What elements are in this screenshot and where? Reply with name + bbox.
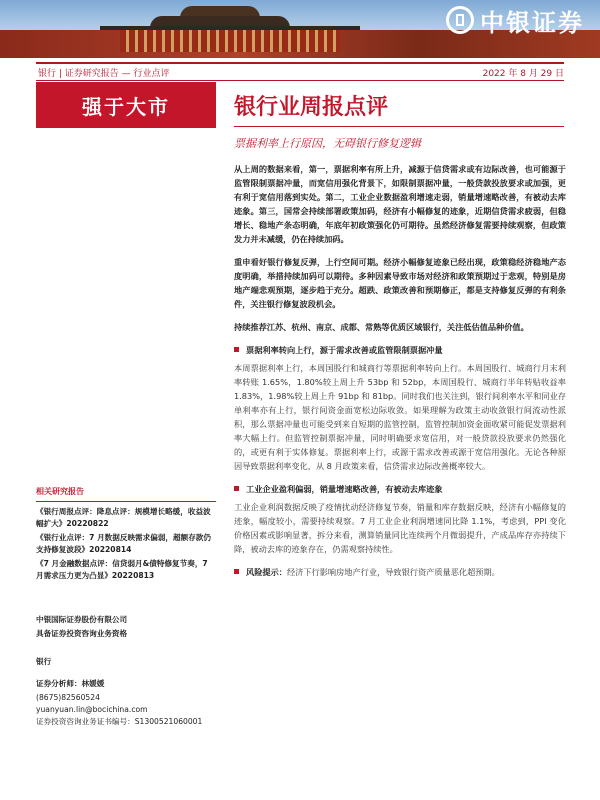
related-reports: [36, 486, 216, 584]
risk-text: 经济下行影响房地产行业，导致银行资产质量恶化超预期。: [286, 567, 500, 577]
company-logo: [446, 2, 584, 38]
report-title: 银行业周报点评: [234, 94, 389, 120]
analyst-email[interactable]: yuanyuan.lin@bocichina.com: [36, 705, 148, 714]
section-heading-2-text: 工业企业盈利偏弱，销量增速略改善，有被动去库迹象: [246, 484, 443, 494]
analyst-cert: 证券投资咨询业务证书编号：S1300521060001: [36, 717, 203, 726]
paragraph-industrial: 工业企业利润数据反映了疫情扰动经济修复节奏，销量和库存数据反映，经济有小幅修复的迹象，幅度较小，需要持续观察。7 月工业企业利润增速同比降 1.1%，考虑到，PPI 变化价格因素或影响显著，拆分来看，测算销量同比连续两个月微弱提升，产成品库存亦持续下降，被动去库的迹象存在，仍需观察持续性。: [234, 502, 566, 554]
company-name: 中银国际证券股份有限公司: [36, 615, 128, 624]
title-rule: [234, 126, 564, 127]
analyst-info: [36, 656, 216, 728]
logo-text: 中银证券: [480, 7, 584, 37]
bullet-square-icon: [234, 486, 239, 491]
paragraph-recommend: 持续推荐江苏、杭州、南京、成都、常熟等优质区域银行，关注低估值品种价值。: [234, 322, 529, 332]
paragraph-bill-rate: 本周票据利率上行，本周国股行和城商行等票据利率转向上行。本周国股行、城商行月末利率转账 1.65%，1.80%较上周上升 53bp 和 52bp，本周国股行、城商行半年转贴收益率 1.83%，1.98%较上周上升 91bp 和 81bp。同时我们也关注到，银行间利率水平和同业存单利率亦有上行，银行间资金面宽松边际收敛。如果理解为政策主动收敛银行间流动性派积，那么票据冲量也可能受到来自短期的监管控制，监管控制加资金面收紧可能促发票据利率大幅上行。但监管控制票据冲量，同时明确要求宽信用，对一般贷款投放要求仍然强化的，或更有利于实体修复。票据利率上行，或源于需求改善或源于宽信用强化。无论各种原因导致票据利率变化，从 8 月政策来看，信贷需求边际改善概率较大。: [234, 363, 566, 471]
sector-label: 银行: [36, 657, 52, 666]
section-heading-1: [234, 343, 566, 357]
report-subtitle: 票据利率上行原因，无碍银行修复逻辑: [234, 137, 421, 150]
risk-note: [234, 565, 566, 579]
analyst-phone: (8675)82560524: [36, 693, 100, 702]
analyst-name: 证券分析师：林媛媛: [36, 679, 105, 688]
bullet-square-icon: [234, 569, 239, 574]
breadcrumb: 银行 | 证券研究报告 — 行业点评: [38, 69, 170, 79]
header-banner: [0, 0, 600, 58]
qualification: 具备证券投资咨询业务资格: [36, 629, 128, 638]
rating-box: [36, 82, 216, 128]
related-report-item[interactable]: 《银行周报点评：降息点评：规模增长略缓，收益波幅扩大》20220822: [36, 507, 211, 528]
report-date: 2022 年 8 月 29 日: [482, 69, 564, 79]
company-info: [36, 614, 216, 642]
bullet-square-icon: [234, 347, 239, 352]
gate-pillars: [120, 30, 340, 52]
rating-text: 强于大市: [82, 94, 170, 119]
related-report-item[interactable]: 《银行业点评：7 月数据反映需求偏弱，超额存款仍支持修复波段》20220814: [36, 533, 211, 554]
sidebar-rule: [36, 501, 216, 502]
boc-logo-icon: [446, 6, 474, 34]
header-rule-2: [36, 80, 564, 81]
header-rule: [36, 62, 564, 64]
paragraph-summary: 从上周的数据来看，第一，票据利率有所上升，减源于信贷需求或有边际改善，也可能源于监管限制票据冲量，而宽信用强化背景下，如限制票据冲量，一般贷款投放要求或加强，更有利于宽信用落到实处。第二，工业企业数据盈利增速走弱，销量增速略改善，有被动去库迹象。第三，国常会持续部署政策加码，经济有小幅修复的迹象，近期信贷需求疲弱，但稳增长、稳地产条态明确，年底年初政策强化仍可期待。虽然经济修复需要持续观察，但政策发力并未减缓，仍在持续加码。: [234, 164, 566, 244]
risk-label: 风险提示：: [246, 567, 287, 577]
main-body: [234, 162, 566, 583]
paragraph-view: 重申看好银行修复反弹，上行空间可期。经济小幅修复迹象已经出现，政策稳经济稳地产态度明确，举措持续加码可以期待。多种因素导致市场对经济和政策预期过于悲观，特别是房地产端悲观预期，逐步趋于充分。超跌、政策改善和预期修正，都是支持修复反弹的有利条件，关注银行修复波段机会。: [234, 257, 566, 309]
section-heading-2: [234, 482, 566, 496]
section-heading-1-text: 票据利率转向上行，源于需求改善或监管限制票据冲量: [246, 345, 443, 355]
related-report-item[interactable]: 《7 月金融数据点评：信贷弱月&债特修复节奏，7 月需求压力更为凸显》20220813: [36, 559, 208, 580]
related-reports-label: 相关研究报告: [36, 487, 84, 496]
